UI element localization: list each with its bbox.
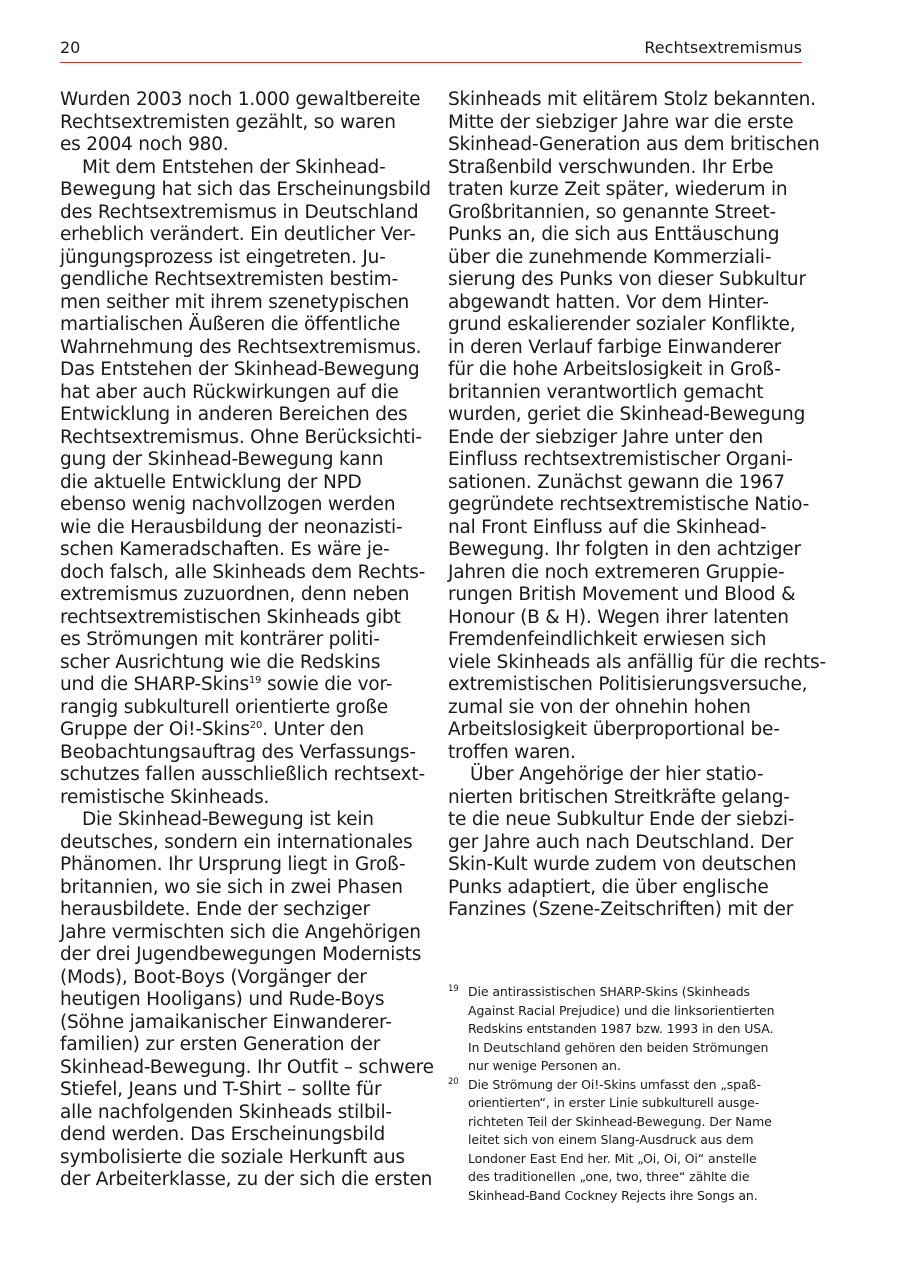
text-line: Honour (B & H). Wegen ihrer latenten [448, 606, 789, 628]
text-line: grund eskalierender sozialer Konflikte, [448, 314, 796, 335]
text-line: es Strömungen mit konträrer politi- [60, 629, 380, 650]
text-line: britannien verantwortlich gemacht [448, 381, 764, 403]
footnote-line: richteten Teil der Skinhead-Bewegung. Der Name [468, 1113, 772, 1129]
text-line: men seither mit ihrem szenetypischen [60, 291, 410, 313]
text-line: schen Kameradschaften. Es wäre je- [60, 539, 390, 560]
text-line: rungen British Movement und Blood & [448, 584, 796, 605]
text-line: sationen. Zunächst gewann die 1967 [448, 471, 785, 493]
text-line: doch falsch, alle Skinheads dem Rechts- [60, 561, 426, 583]
text-line: schutzes fallen ausschließlich rechtsext- [60, 764, 425, 785]
text-line: Wurden 2003 noch 1.000 gewaltbereite [60, 89, 421, 110]
text-line: sierung des Punks von dieser Subkultur [448, 269, 806, 290]
text-line: Arbeitslosigkeit überproportional be- [448, 719, 780, 740]
text-line: familien) zur ersten Generation der [60, 1034, 381, 1055]
footnote-line: des traditionellen „one, two, three“ zählte die [468, 1169, 750, 1184]
footnote-line: Against Racial Prejudice) und die linksorientierten [468, 1002, 775, 1018]
text-line: (Mods), Boot-Boys (Vorgänger der [60, 966, 367, 988]
text-line: Jahre vermischten sich die Angehörigen [60, 921, 421, 943]
text-line: Bewegung. Ihr folgten in den achtziger [448, 539, 801, 560]
text-line: nierten britischen Streitkräfte gelang- [448, 786, 790, 808]
text-line: ebenso wenig nachvollzogen werden [60, 494, 396, 515]
text-line: abgewandt hatten. Vor dem Hinter- [448, 291, 769, 313]
footnote-line: Londoner East End her. Mit „Oi, Oi, Oi“ anstelle [468, 1150, 757, 1166]
text-line: der drei Jugendbewegungen Modernists [60, 944, 422, 965]
text-line: deutsches, sondern ein internationales [60, 831, 413, 853]
text-line: und die SHARP-Skins$^{19}$ sowie die vor- [60, 674, 393, 695]
text-line: nal Front Einfluss auf die Skinhead- [448, 516, 767, 538]
running-title: Rechtsextremismus [644, 38, 802, 57]
text-line: rangig subkulturell orientierte große [60, 696, 388, 718]
right-text-column [448, 89, 826, 922]
page-header [60, 36, 802, 63]
text-line: Gruppe der Oi!-Skins$^{20}$. Unter den [60, 719, 364, 740]
text-line: Stiefel, Jeans und T-Shirt – sollte für [60, 1079, 382, 1100]
text-line: martialischen Äußeren die öffentliche [60, 314, 401, 335]
footnote-line: In Deutschland gehören den beiden Strömungen [468, 1039, 769, 1055]
text-line: zumal sie von der ohnehin hohen [448, 696, 751, 718]
text-line: extremistischen Politisierungsversuche, [448, 674, 808, 695]
text-line: symbolisierte die soziale Herkunft aus [60, 1146, 405, 1168]
text-line: für die hohe Arbeitslosigkeit in Groß- [448, 359, 781, 380]
text-line: die aktuelle Entwicklung der NPD [60, 471, 362, 493]
text-line: gendliche Rechtsextremisten bestim- [60, 269, 398, 290]
text-line: in deren Verlauf farbige Einwanderer [448, 336, 782, 358]
text-line: Fremdenfeindlichkeit erwiesen sich [448, 629, 767, 650]
footnote-number: 19 [448, 984, 459, 994]
text-line: Rechtsextremismus. Ohne Berücksichti- [60, 426, 422, 448]
text-line: alle nachfolgenden Skinheads stilbil- [60, 1101, 392, 1123]
text-line: Mit dem Entstehen der Skinhead- [82, 156, 386, 178]
text-line: Rechtsextremisten gezählt, so waren [60, 111, 396, 133]
text-line: extremismus zuzuordnen, denn neben [60, 584, 410, 605]
text-line: (Söhne jamaikanischer Einwanderer- [60, 1011, 392, 1033]
text-line: te die neue Subkultur Ende der siebzi- [448, 809, 795, 830]
text-line: des Rechtsextremismus in Deutschland [60, 201, 419, 223]
footnote-line: leitet sich von einem Slang-Ausdruck aus dem [468, 1132, 754, 1147]
text-line: Entwicklung in anderen Bereichen des [60, 404, 408, 425]
text-line: jüngungsprozess ist eingetreten. Ju- [60, 246, 386, 268]
footnote-reference: 19 [248, 675, 262, 686]
text-line: Beobachtungsauftrag des Verfassungs- [60, 741, 416, 763]
text-line: traten kurze Zeit später, wiederum in [448, 179, 788, 200]
text-line: scher Ausrichtung wie die Redskins [60, 651, 381, 673]
text-line: rechtsextremistischen Skinheads gibt [60, 606, 401, 628]
text-line: Skinheads mit elitärem Stolz bekannten. [448, 89, 816, 110]
footnote-20 [448, 1076, 808, 1206]
text-line: Das Entstehen der Skinhead-Bewegung [60, 359, 420, 380]
text-line: wie die Herausbildung der neonazisti- [60, 516, 403, 538]
footnote-number: 20 [448, 1076, 459, 1087]
text-line: Fanzines (Szene-Zeitschriften) mit der [448, 899, 794, 920]
text-line: gegründete rechtsextremistische Natio- [448, 494, 810, 515]
text-line: viele Skinheads als anfällig für die rechts- [448, 651, 826, 673]
text-line: über die zunehmende Kommerziali- [448, 246, 772, 268]
text-line: Ende der siebziger Jahre unter den [448, 426, 763, 448]
text-line: Punks an, die sich aus Enttäuschung [448, 224, 780, 245]
page-number: 20 [60, 38, 81, 57]
text-line: Straßenbild verschwunden. Ihr Erbe [448, 156, 774, 178]
text-line: dend werden. Das Erscheinungsbild [60, 1124, 386, 1145]
text-line: hat aber auch Rückwirkungen auf die [60, 381, 399, 403]
text-line: remistische Skinheads. [60, 786, 270, 808]
text-line: herausbildete. Ende der sechziger [60, 899, 370, 920]
text-line: Über Angehörige der hier statio- [470, 764, 764, 785]
footnote-reference: 20 [249, 720, 263, 731]
text-line: britannien, wo sie sich in zwei Phasen [60, 876, 403, 898]
text-line: heutigen Hooligans) und Rude-Boys [60, 989, 385, 1010]
text-line: wurden, geriet die Skinhead-Bewegung [448, 404, 806, 425]
left-text-column [60, 89, 434, 1192]
text-line: gung der Skinhead-Bewegung kann [60, 449, 384, 470]
text-line: Skin-Kult wurde zudem von deutschen [448, 854, 797, 875]
footnote-line: Redskins entstanden 1987 bzw. 1993 in den USA. [468, 1021, 774, 1036]
text-line: es 2004 noch 980. [60, 134, 229, 155]
text-line: Jahren die noch extremeren Gruppie- [448, 561, 785, 583]
text-line: Phänomen. Ihr Ursprung liegt in Groß- [60, 854, 406, 875]
text-line: Mitte der siebziger Jahre war die erste [448, 111, 794, 133]
text-line: troffen waren. [448, 741, 576, 763]
footnote-19 [448, 983, 808, 1076]
text-line: Skinhead-Generation aus dem britischen [448, 134, 820, 155]
text-line: Einfluss rechtsextremistischer Organi- [448, 449, 793, 470]
text-line: Skinhead-Bewegung. Ihr Outfit – schwere [60, 1056, 434, 1078]
text-line: Punks adaptiert, die über englische [448, 876, 769, 898]
text-line: Bewegung hat sich das Erscheinungsbild [60, 179, 431, 200]
text-line: Die Skinhead-Bewegung ist kein [82, 809, 374, 830]
footnote-line: Die antirassistischen SHARP-Skins (Skinheads [468, 984, 750, 999]
footnote-line: nur wenige Personen an. [468, 1058, 621, 1073]
footnote-line: orientierten“, in erster Linie subkulturell ausge- [468, 1095, 760, 1110]
text-line: erheblich verändert. Ein deutlicher Ver- [60, 224, 416, 245]
text-line: der Arbeiterklasse, zu der sich die ersten [60, 1169, 433, 1190]
text-line: ger Jahre auch nach Deutschland. Der [448, 831, 794, 853]
footnote-line: Die Strömung der Oi!-Skins umfasst den „spaß- [468, 1076, 761, 1092]
footnote-line: Skinhead-Band Cockney Rejects ihre Songs an. [468, 1187, 758, 1203]
text-line: Großbritannien, so genannte Street- [448, 201, 776, 223]
text-line: Wahrnehmung des Rechtsextremismus. [60, 336, 422, 358]
footnotes [448, 983, 808, 1205]
